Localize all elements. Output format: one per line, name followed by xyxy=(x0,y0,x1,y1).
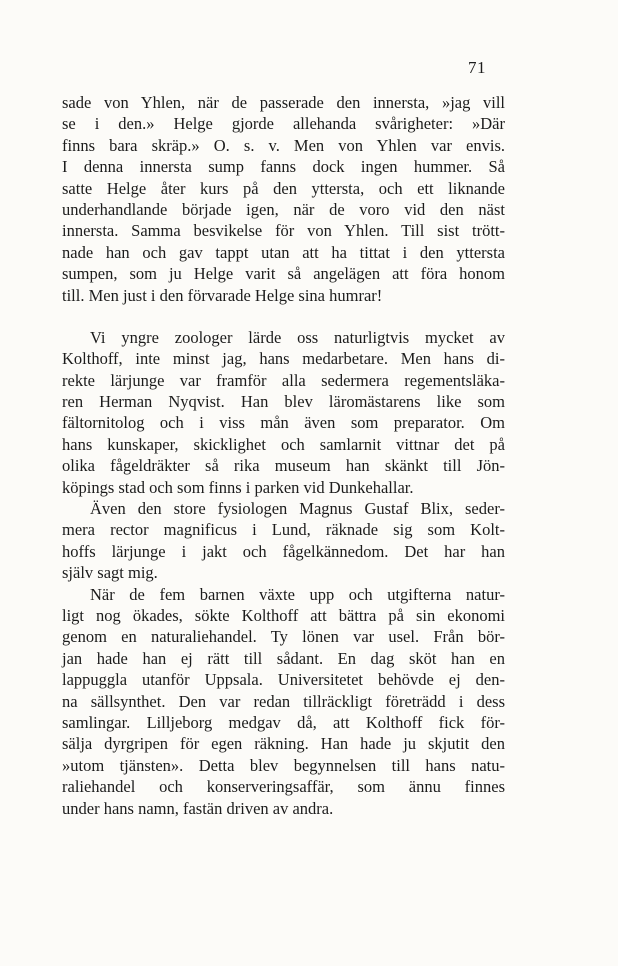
text-line: I denna innersta sump fanns dock ingen hummer. Så xyxy=(62,157,505,177)
text-line: sade von Yhlen, när de passerade den innersta, »jag vill xyxy=(62,93,505,112)
paragraph-gap xyxy=(62,306,505,327)
text-line: samlingar. Lilljeborg medgav då, att Kolthoff fick för- xyxy=(62,712,505,732)
paragraph xyxy=(62,327,505,498)
text-line: köpings stad och som finns i parken vid Dunkehallar. xyxy=(62,477,414,497)
paragraph xyxy=(62,498,505,584)
text-line: na sällsynthet. Den var redan tillräckligt företrädd i dess xyxy=(62,691,505,711)
text-line: nade han och gav tappt utan att ha tittat i den yttersta xyxy=(62,242,505,262)
text-line: lappuggla utanför Uppsala. Universitetet behövde ej den- xyxy=(62,670,505,690)
text-line: När de fem barnen växte upp och utgifterna natur- xyxy=(90,584,505,604)
text-line: underhandlande började igen, när de voro vid den näst xyxy=(62,199,505,219)
text-line: under hans namn, fastän driven av andra. xyxy=(62,798,334,818)
text-line: genom en naturaliehandel. Ty lönen var usel. Från bör- xyxy=(62,627,505,647)
paragraph xyxy=(62,92,505,306)
text-line: sumpen, som ju Helge varit så angelägen att föra honom xyxy=(62,264,505,284)
text-line: satte Helge åter kurs på den yttersta, och ett liknande xyxy=(62,178,505,198)
text-line: till. Men just i den förvarade Helge sina humrar! xyxy=(62,285,383,305)
page-number: 71 xyxy=(468,58,486,77)
text-line: själv sagt mig. xyxy=(62,563,158,583)
text-line: mera rector magnificus i Lund, räknade sig som Kolt- xyxy=(62,520,505,540)
text-line: ren Herman Nyqvist. Han blev läromästarens like som xyxy=(62,392,505,412)
paragraph xyxy=(62,584,505,819)
text-line: »utom tjänsten». Detta blev begynnelsen till hans natu- xyxy=(62,755,505,775)
text-line: Kolthoff, inte minst jag, hans medarbetare. Men hans di- xyxy=(62,349,505,369)
text-line: sälja dyrgripen för egen räkning. Han hade ju skjutit den xyxy=(62,734,505,754)
text-line: hoffs lärjunge i jakt och fågelkännedom. Det har han xyxy=(62,541,505,561)
text-line: jan hade han ej rätt till sådant. En dag sköt han en xyxy=(62,648,505,668)
text-line: ligt nog ökades, sökte Kolthoff att bättra på sin ekonomi xyxy=(62,605,505,625)
text-line: Vi yngre zoologer lärde oss naturligtvis mycket av xyxy=(90,327,505,347)
text-line: hans kunskaper, skicklighet och samlarnit vittnar det på xyxy=(62,434,505,454)
text-line: olika fågeldräkter så rika museum han skänkt till Jön- xyxy=(62,456,505,476)
text-line: rekte lärjunge var framför alla sedermera regementsläka- xyxy=(62,370,505,390)
body-text xyxy=(62,92,505,819)
text-line: Även den store fysiologen Magnus Gustaf Blix, seder- xyxy=(90,499,505,519)
text-line: finns bara skräp.» O. s. v. Men von Yhlen var envis. xyxy=(62,135,505,155)
text-line: se i den.» Helge gjorde allehanda svårigheter: »Där xyxy=(62,114,505,134)
text-line: raliehandel och konserveringsaffär, som ännu finnes xyxy=(62,777,505,797)
text-line: fältornitolog och i viss mån även som preparator. Om xyxy=(62,413,505,433)
text-line: innersta. Samma besvikelse för von Yhlen. Till sist trött- xyxy=(62,221,505,241)
